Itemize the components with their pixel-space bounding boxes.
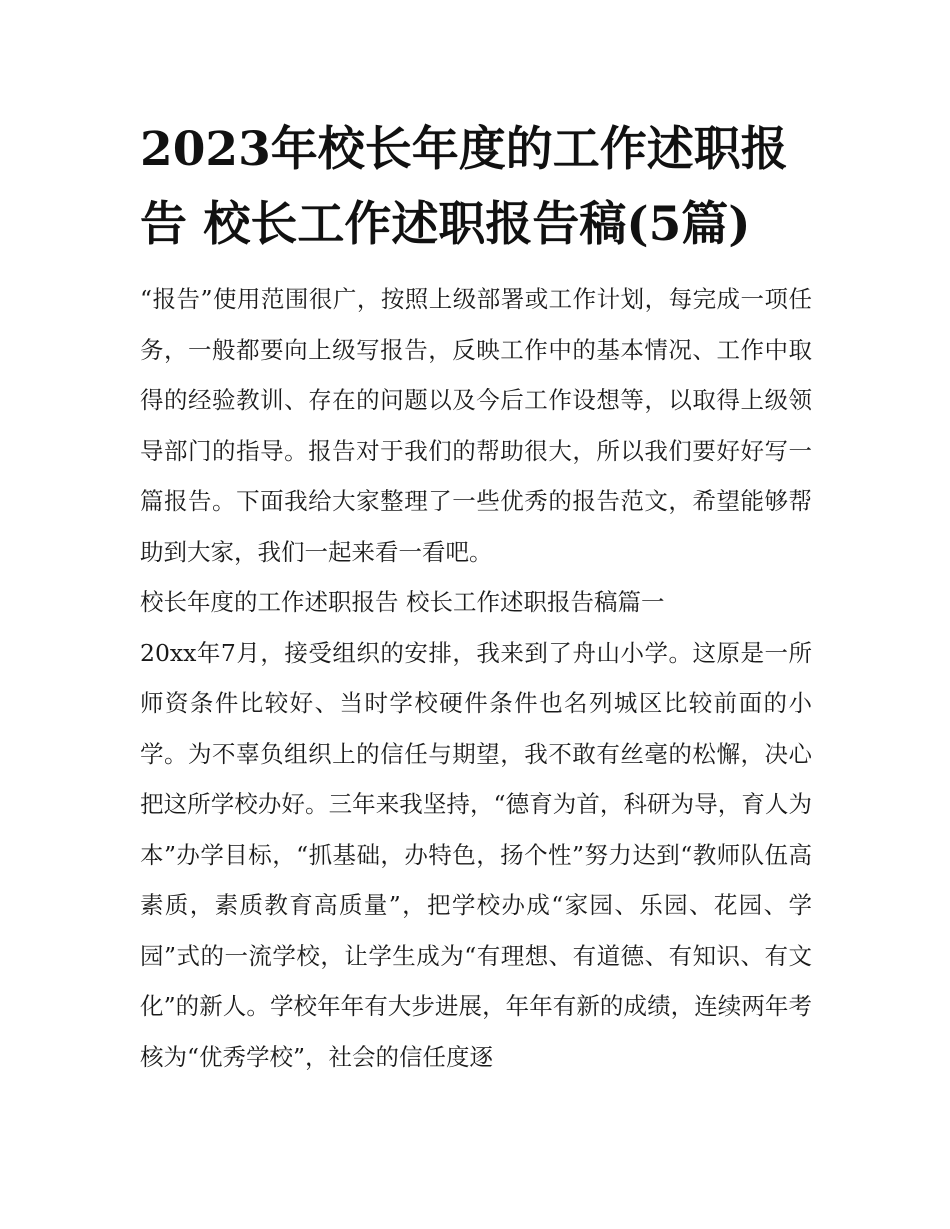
document-page: [140, 112, 812, 1082]
section-heading: 校长年度的工作述职报告 校长工作述职报告稿篇一: [140, 588, 665, 616]
document-body: [140, 274, 812, 1082]
body-paragraph: 20xx年7月，接受组织的安排，我来到了舟山小学。这原是一所师资条件比较好、当时学校硬件条件也名列城区比较前面的小学。为不辜负组织上的信任与期望，我不敢有丝毫的松懈，决心把这所学校办好。三年来我坚持，“德育为首，科研为导，育人为本”办学目标，“抓基础，办特色，扬个性”努力达到“教师队伍高素质，素质教育高质量”，把学校办成“家园、乐园、花园、学园”式的一流学校，让学生成为“有理想、有道德、有知识、有文化”的新人。学校年年有大步进展，年年有新的成绩，连续两年考核为“优秀学校”，社会的信任度逐: [140, 638, 812, 1071]
intro-paragraph: “报告”使用范围很广，按照上级部署或工作计划，每完成一项任务，一般都要向上级写报告，反映工作中的基本情况、工作中取得的经验教训、存在的问题以及今后工作设想等，以取得上级领导部门的指导。报告对于我们的帮助很大，所以我们要好好写一篇报告。下面我给大家整理了一些优秀的报告范文，希望能够帮助到大家，我们一起来看一看吧。: [140, 285, 812, 566]
document-title: 2023年校长年度的工作述职报告 校长工作述职报告稿(5篇): [140, 122, 788, 252]
